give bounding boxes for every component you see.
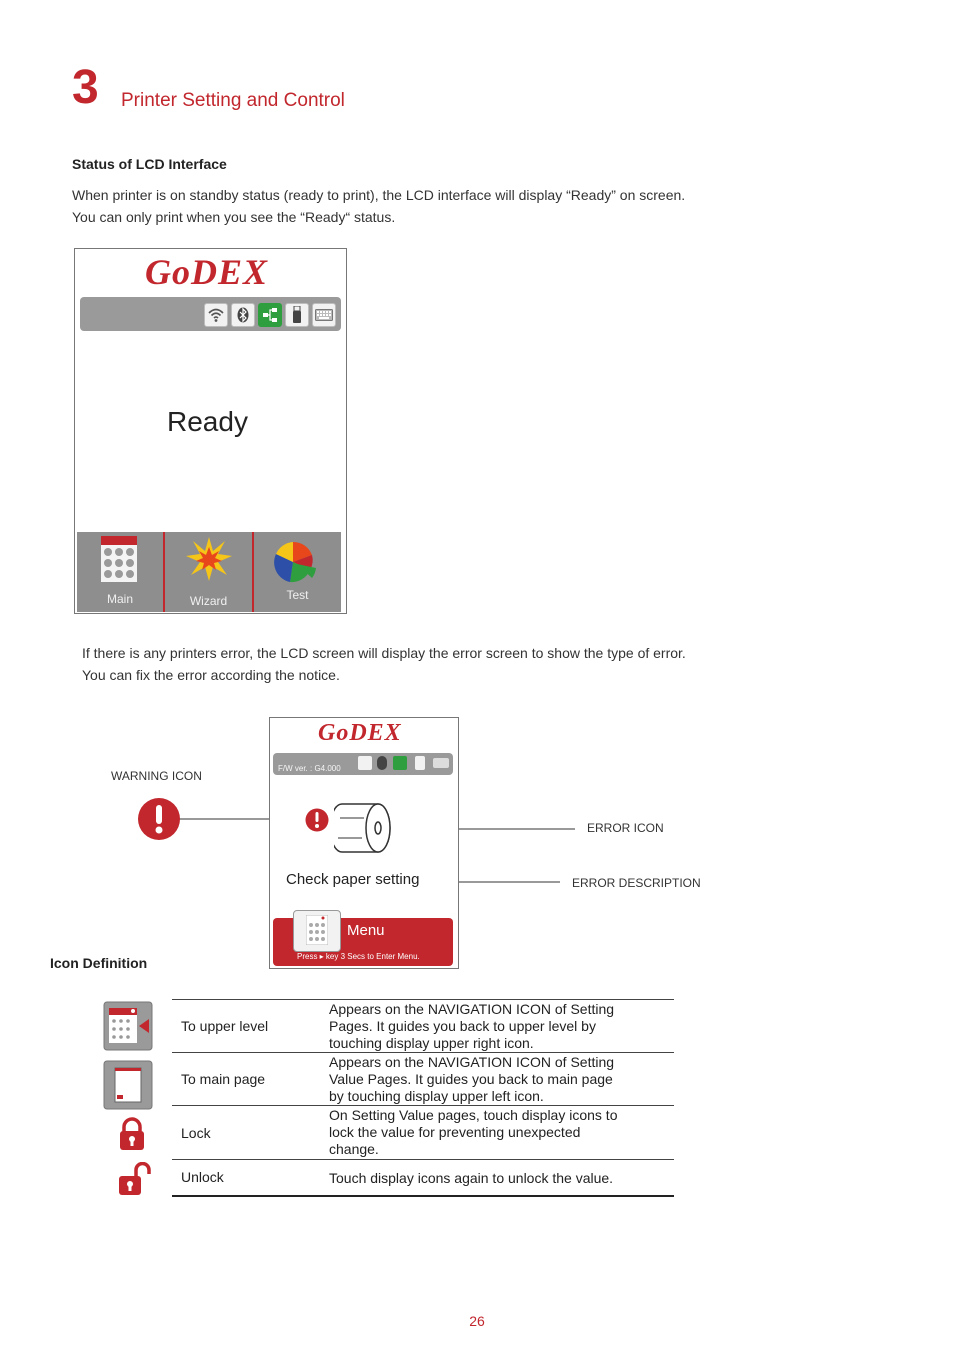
paper-roll-error-icon (334, 800, 394, 856)
menu-label: Menu (347, 922, 385, 939)
table-row (172, 1105, 674, 1160)
menu-icon (293, 910, 341, 952)
icon-definition-heading: Icon Definition (50, 955, 148, 971)
warning-icon-small (305, 808, 329, 832)
row-description (329, 1054, 659, 1105)
desc-line: touching display upper right icon. (329, 1035, 534, 1051)
chapter-number: 3 (72, 61, 99, 114)
error-para-line: If there is any printers error, the LCD screen will display the error screen to show the type of error. (82, 645, 686, 661)
godex-logo-small: GoDEX (318, 720, 402, 746)
desc-line: by touching display upper left icon. (329, 1088, 544, 1104)
error-description-text: Check paper setting (286, 871, 420, 888)
ethernet-icon (393, 756, 407, 770)
desc-line: Appears on the NAVIGATION ICON of Setting (329, 1054, 615, 1070)
test-tile-label: Test (286, 588, 309, 602)
bluetooth-icon (377, 756, 387, 770)
row-description (329, 1107, 659, 1158)
desc-line: change. (329, 1141, 379, 1157)
row-name: Unlock (181, 1169, 224, 1185)
row-description (329, 1170, 659, 1187)
lcd-error-screen (269, 717, 459, 969)
table-row (172, 1052, 674, 1106)
row-name: Lock (181, 1125, 211, 1141)
lock-icon (118, 1117, 146, 1151)
main-tile-label: Main (106, 592, 133, 606)
warning-icon-large (137, 797, 181, 841)
menu-hint: Press ▸ key 3 Secs to Enter Menu. (297, 952, 420, 961)
desc-line: Pages. It guides you back to upper level by (329, 1018, 596, 1034)
table-row (172, 999, 674, 1053)
page-number: 26 (469, 1313, 485, 1329)
unlock-icon (118, 1162, 152, 1196)
row-name: To main page (181, 1071, 266, 1087)
row-name: To upper level (181, 1018, 269, 1034)
error-icon-callout: ERROR ICON (587, 821, 664, 835)
desc-line: On Setting Value pages, touch display icons to (329, 1107, 618, 1123)
desc-line: lock the value for preventing unexpected (329, 1124, 581, 1140)
chapter-title: Printer Setting and Control (121, 90, 345, 111)
warning-icon-callout: WARNING ICON (111, 769, 202, 783)
wizard-tile-label: Wizard (189, 594, 228, 608)
status-para-line: When printer is on standby status (ready to print), the LCD interface will display “Ready” on screen. (72, 187, 686, 203)
usb-icon (415, 756, 425, 770)
error-status-bar (273, 753, 453, 775)
error-para-line: You can fix the error according the notice. (82, 667, 340, 683)
menu-button[interactable] (273, 918, 453, 966)
desc-line: Touch display icons again to unlock the value. (329, 1170, 614, 1186)
firmware-version: F/W ver. : G4.000 (278, 764, 341, 773)
table-row (172, 1159, 674, 1197)
desc-line: Appears on the NAVIGATION ICON of Setting (329, 1001, 615, 1017)
desc-line: Value Pages. It guides you back to main page (329, 1071, 613, 1087)
godex-logo: GoDEX (145, 252, 269, 292)
error-description-callout: ERROR DESCRIPTION (572, 876, 701, 890)
main-page-icon (103, 1060, 153, 1110)
keyboard-icon (433, 758, 449, 768)
row-description (329, 1001, 659, 1052)
ready-status-text: Ready (167, 406, 248, 437)
status-para-line: You can only print when you see the “Ready“ status. (72, 209, 396, 225)
status-section-heading: Status of LCD Interface (72, 156, 227, 172)
wifi-icon (358, 756, 372, 770)
upper-level-icon (103, 1001, 153, 1051)
